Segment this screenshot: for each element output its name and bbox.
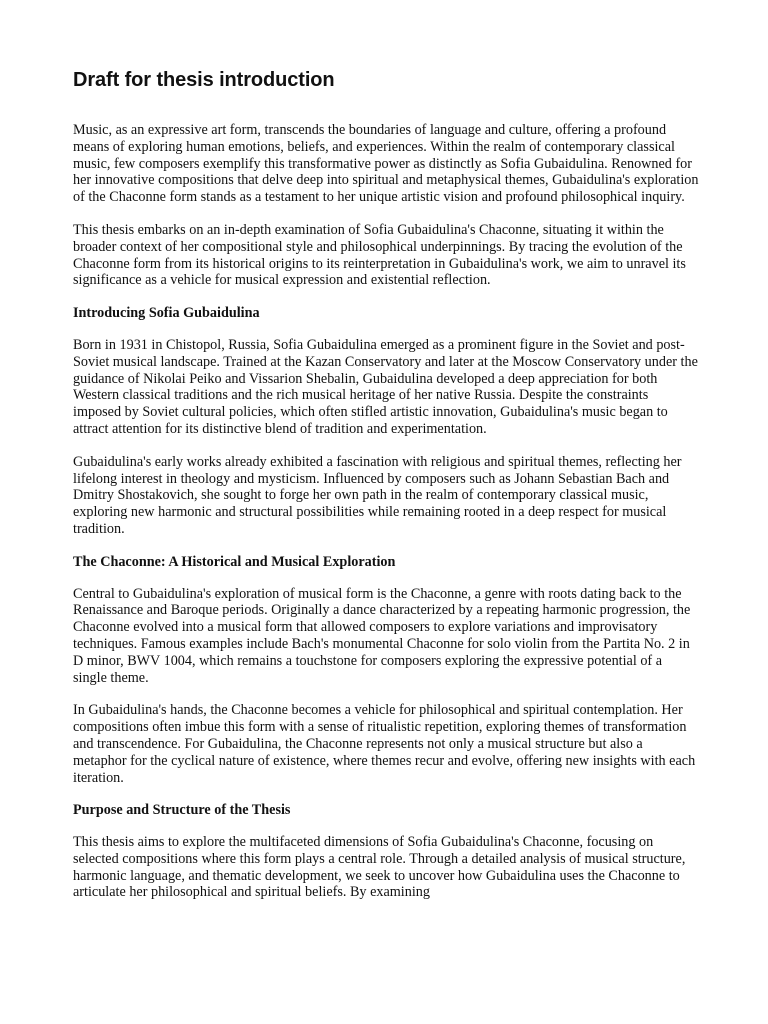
section-2-paragraph-1: Central to Gubaidulina's exploration of musical form is the Chaconne, a genre with roots dating back to the Renaissance and Baroque periods. Originally a dance characterized by a repeating harmonic progression, the Chaconne evolved into a musical form that allowed composers to explore variations and improvisatory techniques. Famous examples include Bach's monumental Chaconne for solo violin from the Partita No. 2 in D minor, BWV 1004, which remains a touchstone for composers exploring the expressive potential of a single theme. xyxy=(73,585,691,686)
document-title: Draft for thesis introduction xyxy=(73,69,335,91)
section-1-paragraph-1: Born in 1931 in Chistopol, Russia, Sofia Gubaidulina emerged as a prominent figure in the Soviet and post-Soviet musical landscape. Trained at the Kazan Conservatory and later at the Moscow Conservatory under the guidance of Nikolai Peiko and Vissarion Shebalin, Gubaidulina developed a deep appreciation for both Western classical traditions and the rich musical heritage of her native Russia. Despite the constraints imposed by Soviet cultural policies, which often stifled artistic innovation, Gubaidulina's music began to attract attention for its distinctive blend of tradition and experimentation. xyxy=(73,336,698,437)
intro-paragraph-2: This thesis embarks on an in-depth examination of Sofia Gubaidulina's Chaconne, situating it within the broader context of her compositional style and philosophical underpinnings. By tracing the evolution of the Chaconne form from its historical origins to its reinterpretation in Gubaidulina's work, we aim to unravel its significance as a vehicle for musical expression and existential reflection. xyxy=(73,221,686,289)
intro-paragraph-1: Music, as an expressive art form, transcends the boundaries of language and culture, offering a profound means of exploring human emotions, beliefs, and experiences. Within the realm of contemporary classical music, few composers exemplify this transformative power as distinctly as Sofia Gubaidulina. Renowned for her innovative compositions that delve deep into spiritual and metaphysical themes, Gubaidulina's exploration of the Chaconne form stands as a testament to her unique artistic vision and profound philosophical inquiry. xyxy=(73,122,699,206)
section-heading-purpose-structure: Purpose and Structure of the Thesis xyxy=(73,802,291,819)
section-1-paragraph-2: Gubaidulina's early works already exhibited a fascination with religious and spiritual themes, reflecting her lifelong interest in theology and mysticism. Influenced by composers such as Johann Sebastian Bach and Dmitry Shostakovich, she sought to forge her own path in the realm of contemporary classical music, exploring new harmonic and structural possibilities while remaining rooted in a deep respect for musical tradition. xyxy=(73,453,682,537)
section-heading-chaconne-exploration: The Chaconne: A Historical and Musical Exploration xyxy=(73,553,396,570)
section-heading-introducing-gubaidulina: Introducing Sofia Gubaidulina xyxy=(73,305,260,322)
section-3-paragraph-1: This thesis aims to explore the multifaceted dimensions of Sofia Gubaidulina's Chaconne, focusing on selected compositions where this form plays a central role. Through a detailed analysis of musical structure, harmonic language, and thematic development, we seek to uncover how Gubaidulina uses the Chaconne to articulate her philosophical and spiritual beliefs. By examining xyxy=(73,834,686,901)
document-page xyxy=(73,68,699,917)
section-2-paragraph-2: In Gubaidulina's hands, the Chaconne becomes a vehicle for philosophical and spiritual contemplation. Her compositions often imbue this form with a sense of ritualistic repetition, exploring themes of transformation and transcendence. For Gubaidulina, the Chaconne represents not only a musical structure but also a metaphor for the cyclical nature of existence, where themes recur and evolve, offering new insights with each iteration. xyxy=(73,702,696,786)
